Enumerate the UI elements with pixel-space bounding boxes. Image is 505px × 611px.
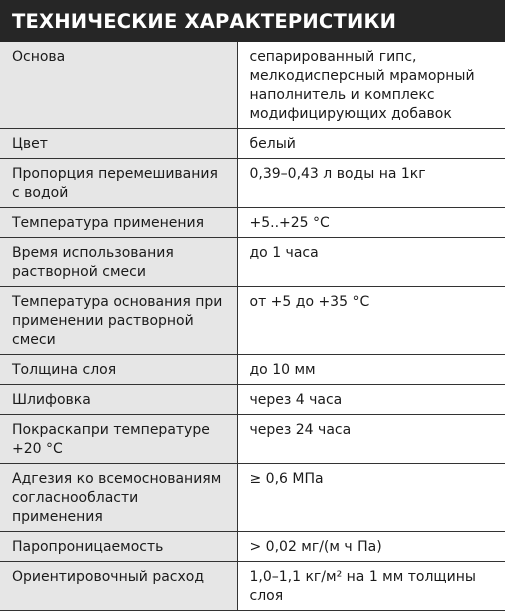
- row-value: +5..+25 °С: [237, 208, 505, 238]
- row-label: Пропорция перемешивания с водой: [0, 159, 237, 208]
- row-label: Время использования растворной смеси: [0, 238, 237, 287]
- row-label: Покраскапри температуре +20 °С: [0, 415, 237, 464]
- table-row: [0, 385, 505, 415]
- row-value: через 4 часа: [237, 385, 505, 415]
- row-label: Температура основания при применении растворной смеси: [0, 287, 237, 355]
- row-value: до 1 часа: [237, 238, 505, 287]
- spec-table: [0, 42, 505, 611]
- row-label: Температура применения: [0, 208, 237, 238]
- table-row: [0, 159, 505, 208]
- row-label: Паропроницаемость: [0, 532, 237, 562]
- row-label: Адгезия ко всемоснованиям согласнообласти применения: [0, 464, 237, 532]
- row-value: 0,39–0,43 л воды на 1кг: [237, 159, 505, 208]
- table-row: [0, 532, 505, 562]
- row-value: белый: [237, 129, 505, 159]
- section-title: ТЕХНИЧЕСКИЕ ХАРАКТЕРИСТИКИ: [0, 0, 505, 42]
- row-value: ≥ 0,6 МПа: [237, 464, 505, 532]
- table-row: [0, 355, 505, 385]
- row-label: Шлифовка: [0, 385, 237, 415]
- table-row: [0, 42, 505, 129]
- table-row: [0, 129, 505, 159]
- table-row: [0, 562, 505, 611]
- table-row: [0, 415, 505, 464]
- row-label: Цвет: [0, 129, 237, 159]
- row-value: от +5 до +35 °С: [237, 287, 505, 355]
- row-value: через 24 часа: [237, 415, 505, 464]
- row-value: 1,0–1,1 кг/м² на 1 мм толщины слоя: [237, 562, 505, 611]
- row-label: Толщина слоя: [0, 355, 237, 385]
- row-value: до 10 мм: [237, 355, 505, 385]
- table-row: [0, 208, 505, 238]
- table-row: [0, 464, 505, 532]
- table-row: [0, 238, 505, 287]
- row-value: > 0,02 мг/(м ч Па): [237, 532, 505, 562]
- row-label: Основа: [0, 42, 237, 129]
- row-label: Ориентировочный расход: [0, 562, 237, 611]
- row-value: сепарированный гипс, мелкодисперсный мраморный наполнитель и комплекс модифицирующих добавок: [237, 42, 505, 129]
- table-row: [0, 287, 505, 355]
